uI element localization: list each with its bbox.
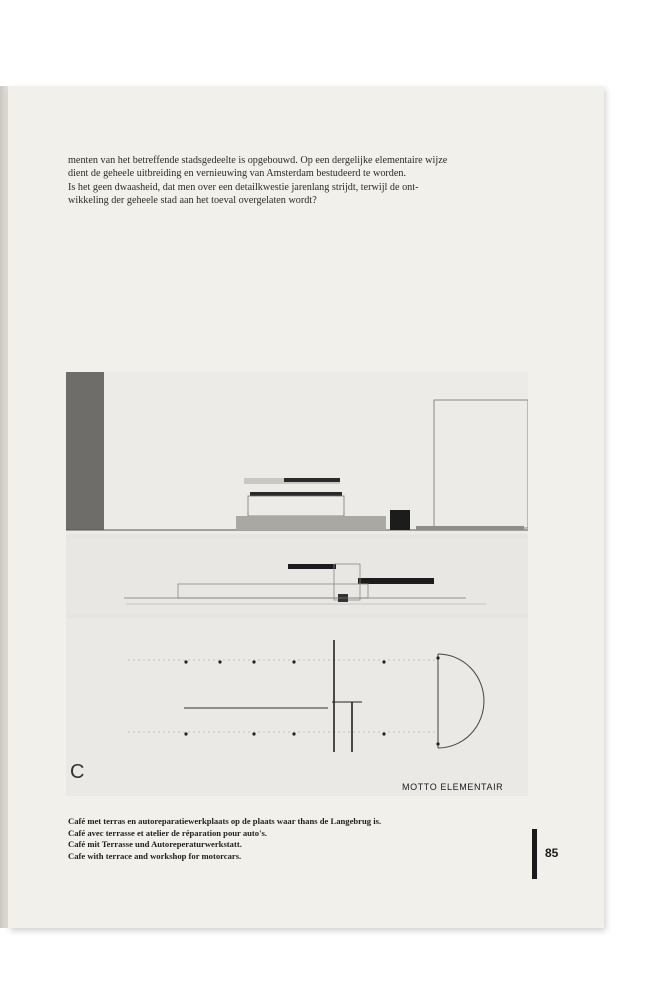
page-number-bar (532, 829, 537, 879)
cafe-band (250, 492, 342, 496)
architectural-drawing (66, 372, 528, 796)
caption-french: Café avec terrasse et atelier de réparation pour auto's. (68, 827, 267, 838)
motto-label: MOTTO ELEMENTAIR (402, 782, 504, 792)
designer-stamp-letter: C (70, 761, 85, 783)
plan-column (218, 660, 221, 663)
plan-column (292, 732, 295, 735)
plan-panel (66, 618, 528, 796)
body-text (68, 154, 548, 208)
plan-column (252, 732, 255, 735)
plan-column (292, 660, 295, 663)
section-panel (66, 538, 528, 614)
plan-column (382, 732, 385, 735)
drawing-svg (66, 372, 528, 796)
cafe-top-band (284, 478, 340, 482)
tall-building-left (66, 372, 104, 530)
elevation-panel (66, 372, 528, 534)
plan-column (184, 732, 187, 735)
quay-edge (416, 526, 524, 530)
book-page (8, 86, 604, 928)
black-block (390, 510, 410, 530)
section-dark-band (288, 564, 336, 569)
plan-column (436, 656, 439, 659)
body-text-line: Is het geen dwaasheid, dat men over een detailkwestie jarenlang strijdt, terwijl de ont- (68, 181, 419, 193)
plan-column (252, 660, 255, 663)
plan-column (184, 660, 187, 663)
body-text-line: wikkeling der geheele stad aan het toeval overgelaten wordt? (68, 195, 317, 207)
caption-english: Cafe with terrace and workshop for motorcars. (68, 850, 242, 861)
caption-german: Café mit Terrasse und Autoreperaturwerkstatt. (68, 839, 242, 850)
section-dark-band-right (358, 578, 434, 584)
plan-column (382, 660, 385, 663)
body-text-line: menten van het betreffende stadsgedeelte is opgebouwd. Op een dergelijke elementaire wijze (68, 155, 448, 166)
caption-dutch: Café met terras en autoreparatiewerkplaats op de plaats waar thans de Langebrug is. (68, 816, 382, 826)
body-text-line: dient de geheele uitbreiding en vernieuwing van Amsterdam bestudeerd te worden. (68, 168, 407, 180)
page-number: 85 (545, 846, 559, 860)
plan-column (436, 742, 439, 745)
terrace-base (236, 516, 386, 530)
figure-captions (68, 816, 488, 862)
